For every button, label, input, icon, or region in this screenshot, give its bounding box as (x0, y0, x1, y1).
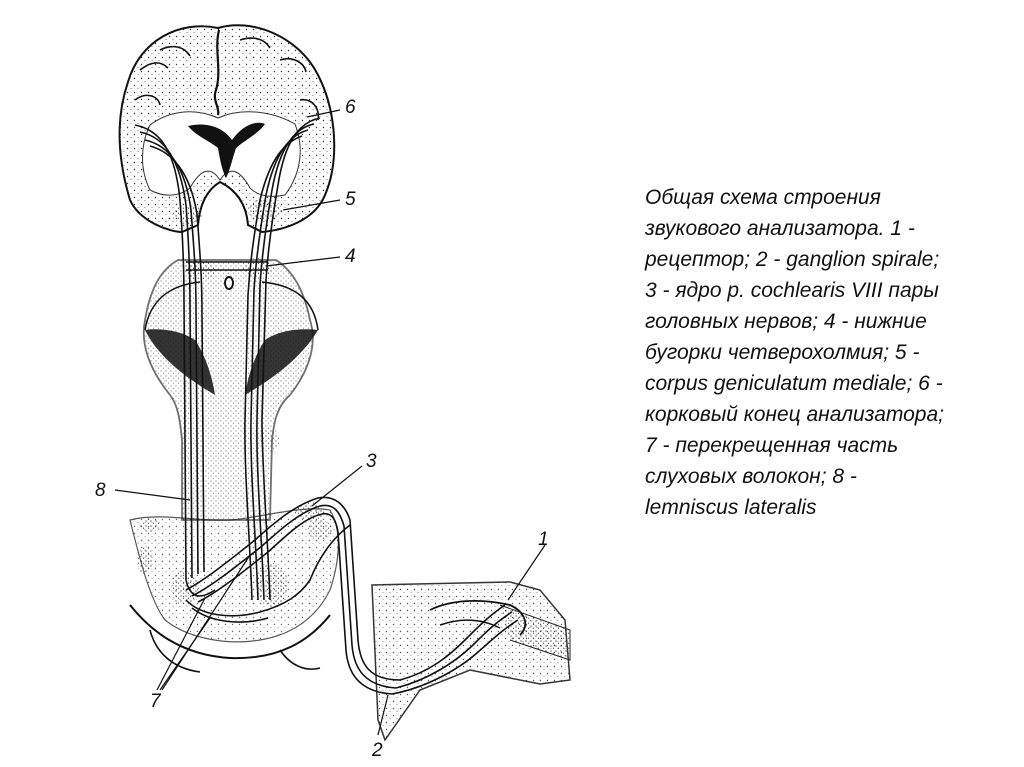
label-4: 4 (345, 246, 356, 267)
diagram-caption: Общая схема строения звукового анализатора. 1 - рецептор; 2 - ganglion spirale; 3 - ядро р. cochlearis VIII пары головных нервов; 4 - нижние бугорки четверохолмия; 5 - corpus geniculatum mediale; 6 - корковый конец анализатора; 7 - перекрещенная часть слуховых волокон; 8 - lemniscus lateralis (645, 186, 945, 519)
label-7: 7 (150, 691, 161, 712)
label-8: 8 (95, 480, 106, 501)
label-2: 2 (372, 740, 383, 761)
brainstem (144, 260, 318, 520)
label-3: 3 (366, 451, 377, 472)
label-1: 1 (538, 529, 549, 550)
cochlea (372, 582, 570, 740)
label-6: 6 (345, 97, 356, 118)
label-5: 5 (345, 189, 356, 210)
